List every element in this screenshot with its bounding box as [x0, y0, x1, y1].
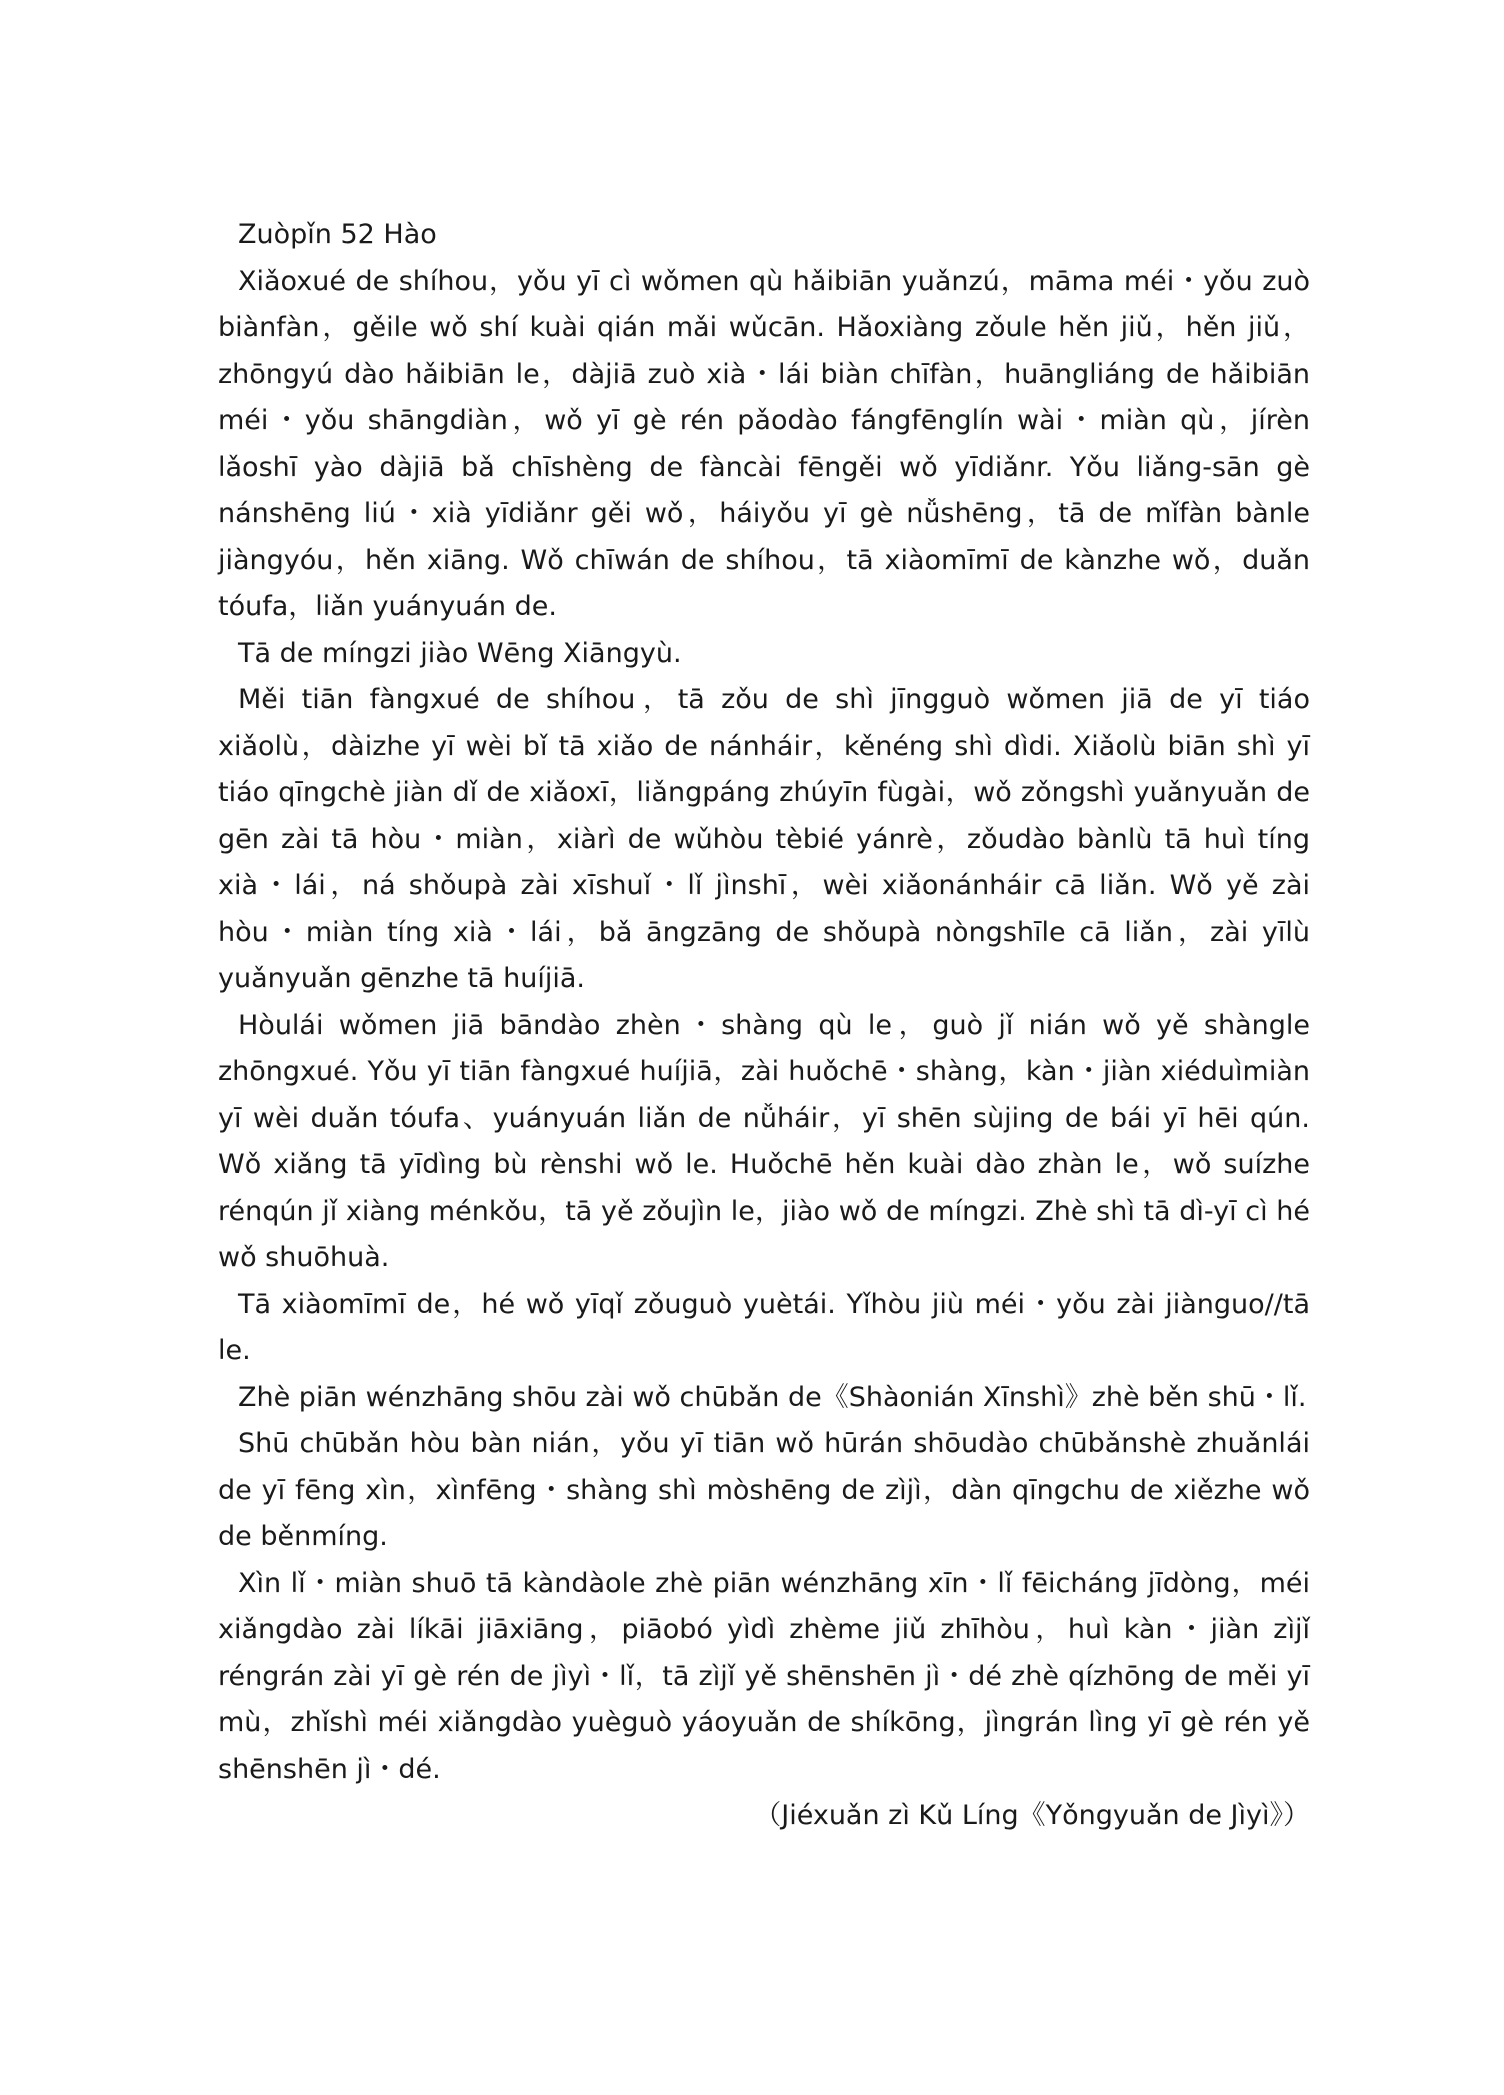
paragraph: Xiǎoxué de shíhou，yǒu yī cì wǒmen qù hǎibiān yuǎnzú，māma méi・yǒu zuò biànfàn，gěile wǒ shí kuài qián mǎi wǔcān. Hǎoxiàng zǒule hěn jiǔ，hěn jiǔ，zhōngyú dào hǎibiān le，dàjiā zuò xià・lái biàn chīfàn，huāngliáng de hǎibiān méi・yǒu shāngdiàn，wǒ yī gè rén pǎodào fángfēnglín wài・miàn qù，jírèn lǎoshī yào dàjiā bǎ chīshèng de fàncài fēngěi wǒ yīdiǎnr. Yǒu liǎng-sān gè nánshēng liú・xià yīdiǎnr gěi wǒ，háiyǒu yī gè nǚshēng，tā de mǐfàn bànle jiàngyóu，hěn xiāng. Wǒ chīwán de shíhou，tā xiàomīmī de kànzhe wǒ，duǎn tóufa，liǎn yuányuán de.: [218, 265, 1310, 622]
paragraph: Tā de míngzi jiào Wēng Xiāngyù.: [238, 637, 682, 669]
paragraph: Xìn lǐ・miàn shuō tā kàndàole zhè piān wénzhāng xīn・lǐ fēicháng jīdòng，méi xiǎngdào zài líkāi jiāxiāng，piāobó yìdì zhème jiǔ zhīhòu，huì kàn・jiàn zìjǐ réngrán zài yī gè rén de jìyì・lǐ，tā zìjǐ yě shēnshēn jì・dé zhè qízhōng de měi yī mù，zhǐshì méi xiǎngdào yuèguò yáoyuǎn de shíkōng，jìngrán lìng yī gè rén yě shēnshēn jì・dé.: [218, 1567, 1310, 1785]
paragraph: Tā xiàomīmī de，hé wǒ yīqǐ zǒuguò yuètái. Yǐhòu jiù méi・yǒu zài jiànguo//tā le.: [218, 1288, 1310, 1366]
text-body: [218, 212, 1310, 1840]
paragraph: Hòulái wǒmen jiā bāndào zhèn・shàng qù le，guò jǐ nián wǒ yě shàngle zhōngxué. Yǒu yī tiān fàngxué huíjiā，zài huǒchē・shàng，kàn・jiàn xiéduìmiàn yī wèi duǎn tóufa、yuányuán liǎn de nǚháir，yī shēn sùjing de bái yī hēi qún. Wǒ xiǎng tā yīdìng bù rènshi wǒ le. Huǒchē hěn kuài dào zhàn le，wǒ suízhe rénqún jǐ xiàng ménkǒu，tā yě zǒujìn le，jiào wǒ de míngzi. Zhè shì tā dì-yī cì hé wǒ shuōhuà.: [218, 1009, 1310, 1273]
paragraph: Měi tiān fàngxué de shíhou，tā zǒu de shì jīngguò wǒmen jiā de yī tiáo xiǎolù，dàizhe yī wèi bǐ tā xiǎo de nánháir，kěnéng shì dìdi. Xiǎolù biān shì yī tiáo qīngchè jiàn dǐ de xiǎoxī，liǎngpáng zhúyīn fùgài，wǒ zǒngshì yuǎnyuǎn de gēn zài tā hòu・miàn，xiàrì de wǔhòu tèbié yánrè，zǒudào bànlù tā huì tíng xià・lái，ná shǒupà zài xīshuǐ・lǐ jìnshī，wèi xiǎonánháir cā liǎn. Wǒ yě zài hòu・miàn tíng xià・lái，bǎ āngzāng de shǒupà nòngshīle cā liǎn，zài yīlù yuǎnyuǎn gēnzhe tā huíjiā.: [218, 684, 1310, 994]
paragraph: Zhè piān wénzhāng shōu zài wǒ chūbǎn de《Shàonián Xīnshì》zhè běn shū・lǐ.: [238, 1381, 1307, 1413]
work-title: Zuòpǐn 52 Hào: [238, 219, 437, 250]
paragraph: Shū chūbǎn hòu bàn nián，yǒu yī tiān wǒ hūrán shōudào chūbǎnshè zhuǎnlái de yī fēng xìn，xìnfēng・shàng shì mòshēng de zìjì，dàn qīngchu de xiězhe wǒ de běnmíng.: [218, 1428, 1310, 1552]
source-citation: （Jiéxuǎn zì Kǔ Líng《Yǒngyuǎn de Jìyì》）: [754, 1800, 1310, 1831]
